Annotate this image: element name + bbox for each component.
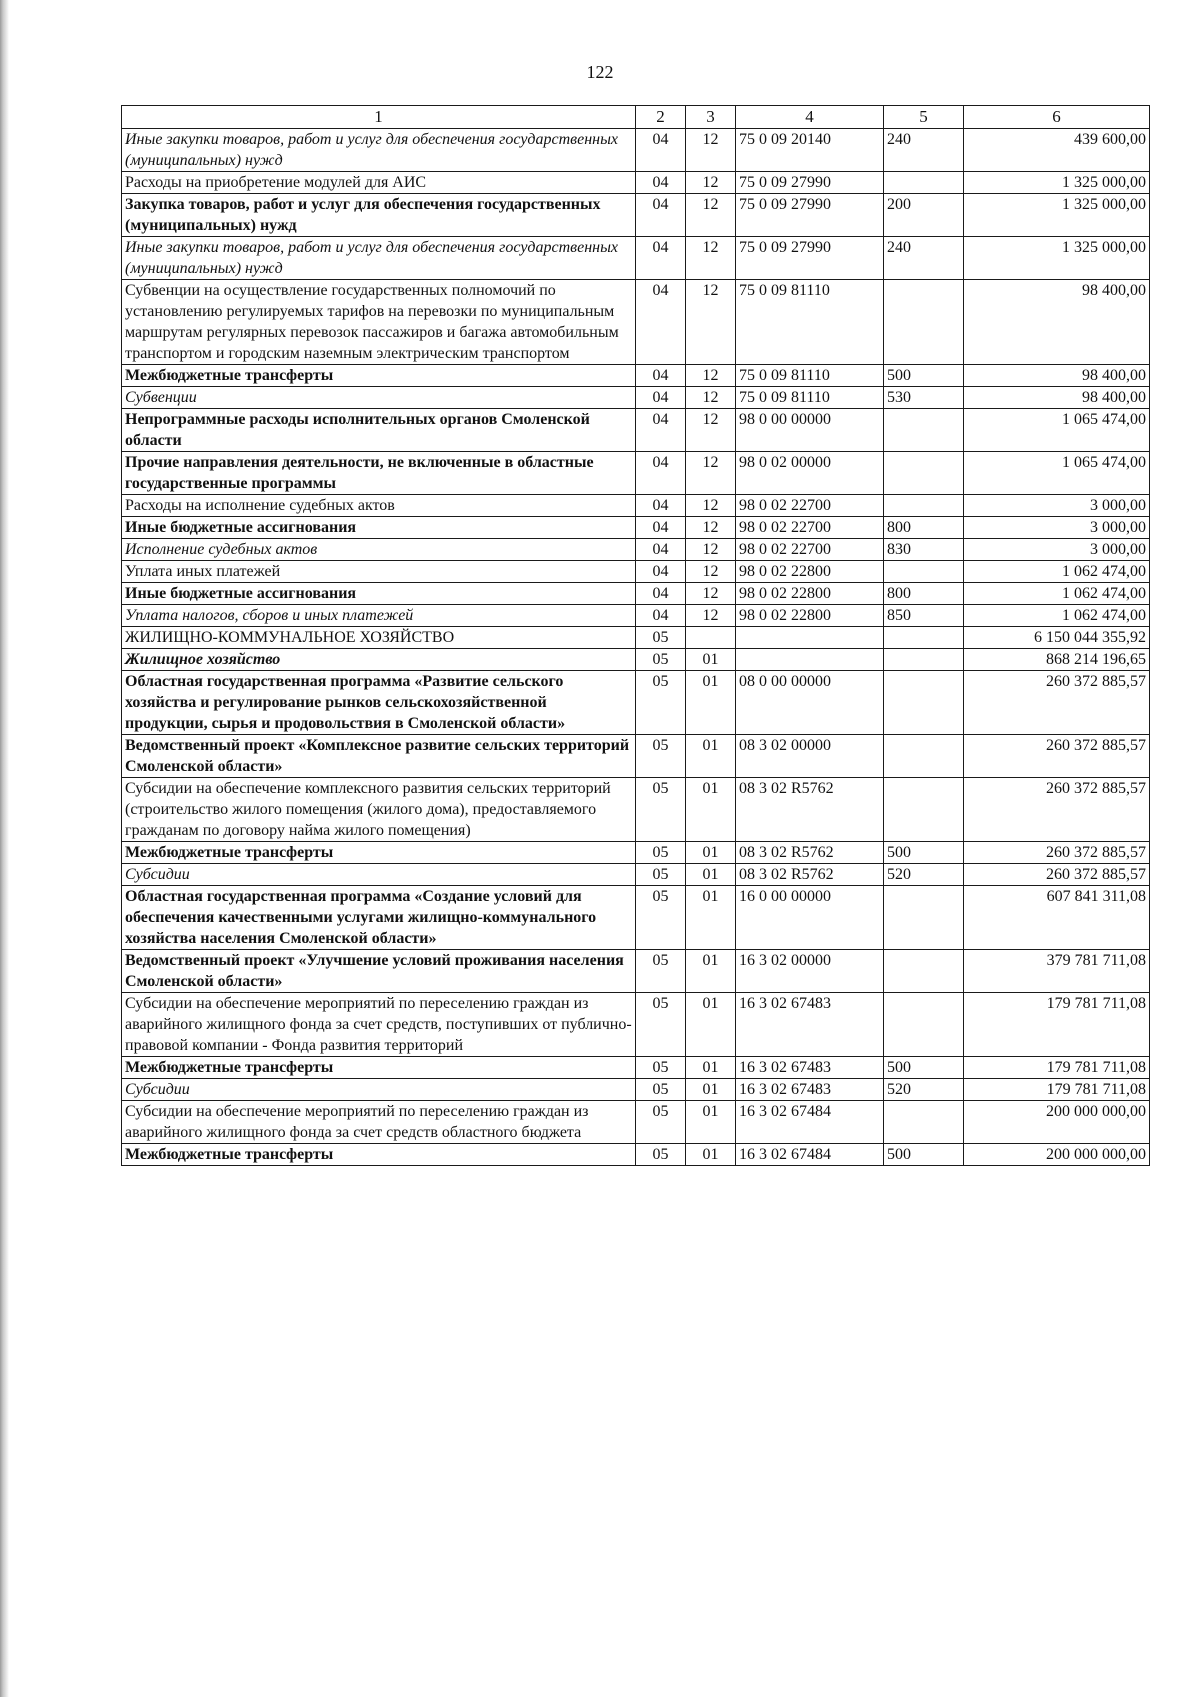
row-subsection-code: 01 xyxy=(686,950,736,993)
table-row xyxy=(122,649,1150,671)
row-expense-type: 830 xyxy=(884,539,964,561)
row-section-code: 05 xyxy=(636,993,686,1057)
row-name: Субсидии xyxy=(122,1079,636,1101)
row-name: Непрограммные расходы исполнительных органов Смоленской области xyxy=(122,409,636,452)
row-target-article: 16 3 02 67483 xyxy=(736,1079,884,1101)
row-subsection-code: 01 xyxy=(686,671,736,735)
row-target-article: 08 3 02 R5762 xyxy=(736,864,884,886)
row-target-article: 98 0 00 00000 xyxy=(736,409,884,452)
table-row xyxy=(122,605,1150,627)
table-row xyxy=(122,993,1150,1057)
row-section-code: 04 xyxy=(636,172,686,194)
row-amount: 179 781 711,08 xyxy=(964,1079,1150,1101)
row-expense-type xyxy=(884,409,964,452)
row-amount: 98 400,00 xyxy=(964,387,1150,409)
row-name: Иные бюджетные ассигнования xyxy=(122,517,636,539)
row-name: Областная государственная программа «Развитие сельского хозяйства и регулирование рынков сельскохозяйственной продукции, сырья и продовольствия в Смоленской области» xyxy=(122,671,636,735)
table-row xyxy=(122,387,1150,409)
row-section-code: 04 xyxy=(636,365,686,387)
row-amount: 868 214 196,65 xyxy=(964,649,1150,671)
row-section-code: 04 xyxy=(636,194,686,237)
row-name: Субвенции xyxy=(122,387,636,409)
table-row xyxy=(122,452,1150,495)
row-expense-type xyxy=(884,1101,964,1144)
row-target-article: 75 0 09 20140 xyxy=(736,129,884,172)
row-subsection-code: 01 xyxy=(686,649,736,671)
row-expense-type: 500 xyxy=(884,365,964,387)
row-target-article: 75 0 09 81110 xyxy=(736,365,884,387)
row-section-code: 04 xyxy=(636,605,686,627)
row-target-article xyxy=(736,627,884,649)
table-row xyxy=(122,778,1150,842)
row-subsection-code: 12 xyxy=(686,495,736,517)
row-name: Расходы на приобретение модулей для АИС xyxy=(122,172,636,194)
row-section-code: 05 xyxy=(636,1144,686,1166)
row-section-code: 05 xyxy=(636,886,686,950)
row-expense-type: 530 xyxy=(884,387,964,409)
page-number: 122 xyxy=(586,62,614,82)
row-section-code: 05 xyxy=(636,1079,686,1101)
row-subsection-code: 01 xyxy=(686,886,736,950)
scan-edge xyxy=(0,0,9,1697)
row-target-article: 98 0 02 22800 xyxy=(736,605,884,627)
table-row xyxy=(122,583,1150,605)
row-subsection-code: 01 xyxy=(686,993,736,1057)
table-row xyxy=(122,280,1150,365)
row-expense-type xyxy=(884,649,964,671)
row-target-article: 08 3 02 00000 xyxy=(736,735,884,778)
row-section-code: 04 xyxy=(636,237,686,280)
row-amount: 3 000,00 xyxy=(964,539,1150,561)
row-name: Закупка товаров, работ и услуг для обеспечения государственных (муниципальных) нужд xyxy=(122,194,636,237)
row-amount: 6 150 044 355,92 xyxy=(964,627,1150,649)
row-target-article: 98 0 02 22800 xyxy=(736,583,884,605)
row-target-article: 98 0 02 00000 xyxy=(736,452,884,495)
row-amount: 200 000 000,00 xyxy=(964,1101,1150,1144)
row-section-code: 05 xyxy=(636,864,686,886)
row-section-code: 05 xyxy=(636,735,686,778)
row-expense-type xyxy=(884,452,964,495)
row-subsection-code: 12 xyxy=(686,237,736,280)
row-name: Субсидии xyxy=(122,864,636,886)
row-name: Ведомственный проект «Комплексное развитие сельских территорий Смоленской области» xyxy=(122,735,636,778)
row-target-article: 16 0 00 00000 xyxy=(736,886,884,950)
row-expense-type: 500 xyxy=(884,1057,964,1079)
row-target-article: 08 3 02 R5762 xyxy=(736,778,884,842)
row-expense-type: 850 xyxy=(884,605,964,627)
row-amount: 1 062 474,00 xyxy=(964,561,1150,583)
row-amount: 98 400,00 xyxy=(964,365,1150,387)
table-row xyxy=(122,194,1150,237)
table-body xyxy=(122,106,1150,1166)
row-target-article: 16 3 02 67483 xyxy=(736,1057,884,1079)
row-section-code: 05 xyxy=(636,778,686,842)
table-row xyxy=(122,129,1150,172)
row-section-code: 05 xyxy=(636,671,686,735)
row-amount: 1 325 000,00 xyxy=(964,172,1150,194)
row-subsection-code: 01 xyxy=(686,1057,736,1079)
row-section-code: 04 xyxy=(636,495,686,517)
row-target-article: 75 0 09 27990 xyxy=(736,194,884,237)
row-name: Субсидии на обеспечение мероприятий по переселению граждан из аварийного жилищного фонда за счет средств областного бюджета xyxy=(122,1101,636,1144)
row-target-article: 75 0 09 81110 xyxy=(736,280,884,365)
row-section-code: 05 xyxy=(636,1057,686,1079)
row-subsection-code: 12 xyxy=(686,365,736,387)
row-subsection-code: 01 xyxy=(686,1144,736,1166)
row-expense-type xyxy=(884,172,964,194)
table-row xyxy=(122,1144,1150,1166)
row-subsection-code: 01 xyxy=(686,778,736,842)
row-amount: 1 325 000,00 xyxy=(964,237,1150,280)
row-name: Иные закупки товаров, работ и услуг для обеспечения государственных (муниципальных) нужд xyxy=(122,129,636,172)
row-target-article: 16 3 02 67483 xyxy=(736,993,884,1057)
row-target-article: 16 3 02 67484 xyxy=(736,1144,884,1166)
row-name: Прочие направления деятельности, не включенные в областные государственные программы xyxy=(122,452,636,495)
row-amount: 1 065 474,00 xyxy=(964,409,1150,452)
row-section-code: 04 xyxy=(636,517,686,539)
row-expense-type xyxy=(884,495,964,517)
row-expense-type xyxy=(884,950,964,993)
row-target-article: 08 3 02 R5762 xyxy=(736,842,884,864)
row-section-code: 05 xyxy=(636,842,686,864)
row-amount: 260 372 885,57 xyxy=(964,671,1150,735)
row-subsection-code xyxy=(686,627,736,649)
row-target-article: 98 0 02 22800 xyxy=(736,561,884,583)
row-expense-type: 500 xyxy=(884,1144,964,1166)
row-amount: 607 841 311,08 xyxy=(964,886,1150,950)
row-section-code: 04 xyxy=(636,539,686,561)
row-subsection-code: 12 xyxy=(686,387,736,409)
row-amount: 98 400,00 xyxy=(964,280,1150,365)
row-subsection-code: 12 xyxy=(686,517,736,539)
row-target-article: 98 0 02 22700 xyxy=(736,517,884,539)
row-amount: 1 062 474,00 xyxy=(964,605,1150,627)
row-target-article: 08 0 00 00000 xyxy=(736,671,884,735)
row-name: Ведомственный проект «Улучшение условий проживания населения Смоленской области» xyxy=(122,950,636,993)
row-amount: 379 781 711,08 xyxy=(964,950,1150,993)
row-expense-type: 200 xyxy=(884,194,964,237)
row-name: Субвенции на осуществление государственных полномочий по установлению регулируемых тарифов на перевозки по муниципальным маршрутам регулярных перевозок пассажиров и багажа автомобильным транспортом и городским наземным электрическим транспортом xyxy=(122,280,636,365)
header-col-4: 4 xyxy=(736,106,884,129)
table-row xyxy=(122,517,1150,539)
row-amount: 3 000,00 xyxy=(964,495,1150,517)
row-name: Иные закупки товаров, работ и услуг для обеспечения государственных (муниципальных) нужд xyxy=(122,237,636,280)
row-amount: 200 000 000,00 xyxy=(964,1144,1150,1166)
row-subsection-code: 01 xyxy=(686,1101,736,1144)
row-name: Жилищное хозяйство xyxy=(122,649,636,671)
row-expense-type: 500 xyxy=(884,842,964,864)
budget-table xyxy=(121,105,1150,1166)
row-expense-type xyxy=(884,735,964,778)
row-expense-type: 240 xyxy=(884,129,964,172)
header-col-3: 3 xyxy=(686,106,736,129)
row-name: Межбюджетные трансферты xyxy=(122,365,636,387)
row-target-article: 16 3 02 00000 xyxy=(736,950,884,993)
row-target-article: 75 0 09 81110 xyxy=(736,387,884,409)
row-expense-type: 240 xyxy=(884,237,964,280)
row-name: Иные бюджетные ассигнования xyxy=(122,583,636,605)
row-subsection-code: 12 xyxy=(686,561,736,583)
table-row xyxy=(122,561,1150,583)
table-row xyxy=(122,627,1150,649)
row-section-code: 04 xyxy=(636,583,686,605)
row-subsection-code: 12 xyxy=(686,452,736,495)
row-expense-type xyxy=(884,627,964,649)
row-subsection-code: 01 xyxy=(686,864,736,886)
row-subsection-code: 12 xyxy=(686,129,736,172)
row-amount: 1 065 474,00 xyxy=(964,452,1150,495)
row-name: Уплата иных платежей xyxy=(122,561,636,583)
row-amount: 260 372 885,57 xyxy=(964,864,1150,886)
header-col-1: 1 xyxy=(122,106,636,129)
row-section-code: 04 xyxy=(636,452,686,495)
row-section-code: 04 xyxy=(636,561,686,583)
table-row xyxy=(122,886,1150,950)
row-section-code: 04 xyxy=(636,280,686,365)
row-subsection-code: 12 xyxy=(686,409,736,452)
row-target-article: 98 0 02 22700 xyxy=(736,539,884,561)
table-row xyxy=(122,409,1150,452)
row-subsection-code: 01 xyxy=(686,842,736,864)
row-target-article: 75 0 09 27990 xyxy=(736,237,884,280)
row-amount: 260 372 885,57 xyxy=(964,842,1150,864)
row-expense-type xyxy=(884,280,964,365)
table-row xyxy=(122,1101,1150,1144)
row-section-code: 05 xyxy=(636,627,686,649)
row-section-code: 04 xyxy=(636,129,686,172)
row-subsection-code: 12 xyxy=(686,280,736,365)
row-amount: 179 781 711,08 xyxy=(964,993,1150,1057)
row-amount: 439 600,00 xyxy=(964,129,1150,172)
header-col-5: 5 xyxy=(884,106,964,129)
header-row xyxy=(122,106,1150,129)
table-row xyxy=(122,365,1150,387)
table-row xyxy=(122,172,1150,194)
row-target-article: 75 0 09 27990 xyxy=(736,172,884,194)
table-row xyxy=(122,237,1150,280)
row-subsection-code: 12 xyxy=(686,583,736,605)
row-expense-type: 800 xyxy=(884,583,964,605)
row-subsection-code: 12 xyxy=(686,194,736,237)
row-expense-type: 520 xyxy=(884,1079,964,1101)
row-expense-type xyxy=(884,778,964,842)
header-col-6: 6 xyxy=(964,106,1150,129)
row-expense-type xyxy=(884,671,964,735)
table-row xyxy=(122,735,1150,778)
row-name: Расходы на исполнение судебных актов xyxy=(122,495,636,517)
row-name: Уплата налогов, сборов и иных платежей xyxy=(122,605,636,627)
row-amount: 3 000,00 xyxy=(964,517,1150,539)
row-subsection-code: 12 xyxy=(686,539,736,561)
row-section-code: 04 xyxy=(636,387,686,409)
row-name: Межбюджетные трансферты xyxy=(122,1057,636,1079)
row-name: Областная государственная программа «Создание условий для обеспечения качественными услугами жилищно-коммунального хозяйства населения Смоленской области» xyxy=(122,886,636,950)
table-row xyxy=(122,950,1150,993)
table-row xyxy=(122,539,1150,561)
row-amount: 260 372 885,57 xyxy=(964,778,1150,842)
row-name: Субсидии на обеспечение мероприятий по переселению граждан из аварийного жилищного фонда за счет средств, поступивших от публично-правовой компании - Фонда развития территорий xyxy=(122,993,636,1057)
row-expense-type: 520 xyxy=(884,864,964,886)
row-section-code: 05 xyxy=(636,950,686,993)
row-name: Исполнение судебных актов xyxy=(122,539,636,561)
table-row xyxy=(122,1057,1150,1079)
row-subsection-code: 01 xyxy=(686,735,736,778)
row-name: ЖИЛИЩНО-КОММУНАЛЬНОЕ ХОЗЯЙСТВО xyxy=(122,627,636,649)
row-target-article xyxy=(736,649,884,671)
row-amount: 1 325 000,00 xyxy=(964,194,1150,237)
table-row xyxy=(122,1079,1150,1101)
row-amount: 1 062 474,00 xyxy=(964,583,1150,605)
row-amount: 260 372 885,57 xyxy=(964,735,1150,778)
row-subsection-code: 01 xyxy=(686,1079,736,1101)
table-row xyxy=(122,671,1150,735)
row-expense-type xyxy=(884,561,964,583)
row-target-article: 98 0 02 22700 xyxy=(736,495,884,517)
row-amount: 179 781 711,08 xyxy=(964,1057,1150,1079)
row-subsection-code: 12 xyxy=(686,605,736,627)
row-expense-type xyxy=(884,993,964,1057)
row-expense-type xyxy=(884,886,964,950)
table-row xyxy=(122,842,1150,864)
table-row xyxy=(122,495,1150,517)
row-name: Межбюджетные трансферты xyxy=(122,1144,636,1166)
row-section-code: 04 xyxy=(636,409,686,452)
row-subsection-code: 12 xyxy=(686,172,736,194)
row-section-code: 05 xyxy=(636,1101,686,1144)
row-name: Межбюджетные трансферты xyxy=(122,842,636,864)
table-row xyxy=(122,864,1150,886)
row-target-article: 16 3 02 67484 xyxy=(736,1101,884,1144)
row-expense-type: 800 xyxy=(884,517,964,539)
row-section-code: 05 xyxy=(636,649,686,671)
row-name: Субсидии на обеспечение комплексного развития сельских территорий (строительство жилого помещения (жилого дома), предоставляемого гражданам по договору найма жилого помещения) xyxy=(122,778,636,842)
header-col-2: 2 xyxy=(636,106,686,129)
